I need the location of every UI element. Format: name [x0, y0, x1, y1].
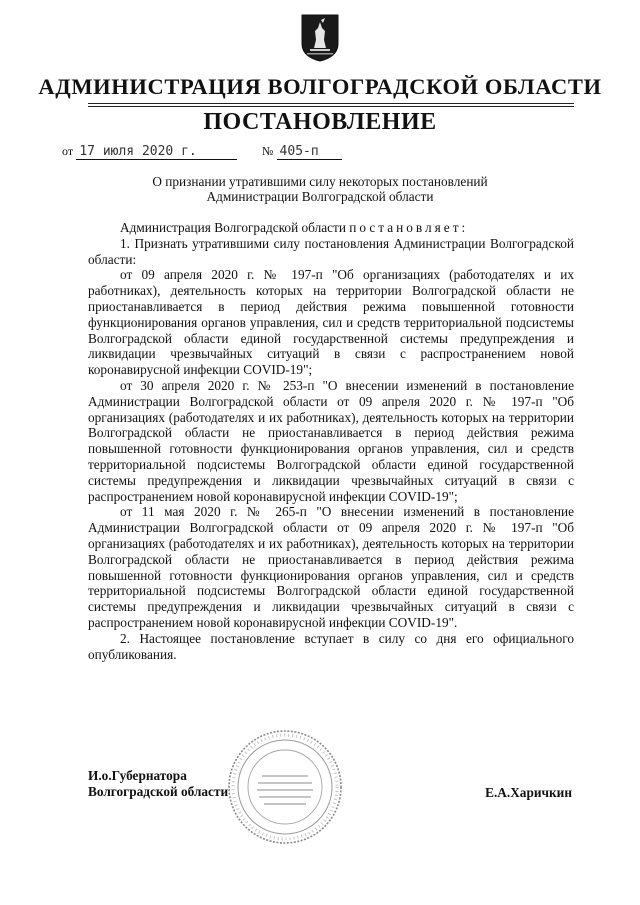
organization-title: АДМИНИСТРАЦИЯ ВОЛГОГРАДСКОЙ ОБЛАСТИ — [38, 74, 602, 99]
item-2-paragraph: 2. Настоящее постановление вступает в силу со дня его официального опубликования. — [88, 630, 574, 662]
repealed-decree-197: от 09 апреля 2020 г. № 197-п "Об организациях (работодателях и их работниках), деятельность которых на территории Волгоградской области не приостанавливается в период действия режима повышенной готовности функционирования органов управления, сил и средств территориальной подсистемы Волгоградской области единой государственной системы предупреждения и ликвидации чрезвычайных ситуаций в связи с распространением новой коронавирусной инфекции COVID-19"; — [88, 267, 574, 378]
document-dateline — [62, 143, 342, 160]
document-number: 405-п — [277, 144, 342, 160]
subject-line-2: Администрации Волгоградской области — [206, 189, 434, 204]
subject-line-1: О признании утратившими силу некоторых постановлений — [152, 174, 488, 189]
signatory-position-line-2: Волгоградской области — [88, 784, 229, 799]
header-rule-bottom — [88, 106, 574, 107]
repealed-decree-265: от 11 мая 2020 г. № 265-п "О внесении изменений в постановление Администрации Волгоградской области от 09 апреля 2020 г. № 197-п "Об организациях (работодателях и их работниках), деятельность которых на территории Волгоградской области не приостанавливается в период действия режима повышенной готовности функционирования органов управления, сил и средств территориальной подсистемы Волгоградской области единой государственной системы предупреждения и ликвидации чрезвычайных ситуаций в связи с распространением новой коронавирусной инфекции COVID-19". — [88, 504, 574, 630]
signatory-position — [88, 768, 228, 800]
item-1-paragraph: 1. Признать утратившими силу постановления Администрации Волгоградской области: — [88, 235, 574, 267]
document-body — [88, 220, 574, 662]
official-seal-icon — [226, 728, 344, 846]
header-rule-top — [88, 103, 574, 104]
number-label: № — [261, 144, 274, 158]
document-date: 17 июля 2020 г. — [76, 144, 237, 160]
date-label: от — [62, 144, 74, 158]
intro-paragraph — [88, 220, 574, 236]
decree-word: постановляет: — [349, 220, 469, 235]
document-subject — [60, 174, 580, 204]
coat-of-arms-icon — [301, 14, 339, 62]
repealed-decree-253: от 30 апреля 2020 г. № 253-п "О внесении изменений в постановление Администрации Волгоградской области от 09 апреля 2020 г. № 197-п "Об организациях (работодателях и их работниках), деятельность которых на территории Волгоградской области не приостанавливается в период действия режима повышенной готовности функционирования органов управления, сил и средств территориальной подсистемы Волгоградской области единой государственной системы предупреждения и ликвидации чрезвычайных ситуаций в связи с распространением новой коронавирусной инфекции COVID-19"; — [88, 377, 574, 504]
intro-text: Администрация Волгоградской области — [120, 220, 346, 235]
signatory-name: Е.А.Харичкин — [485, 785, 572, 800]
signatory-position-line-1: И.о.Губернатора — [88, 768, 187, 783]
document-type-title: ПОСТАНОВЛЕНИЕ — [203, 109, 437, 135]
